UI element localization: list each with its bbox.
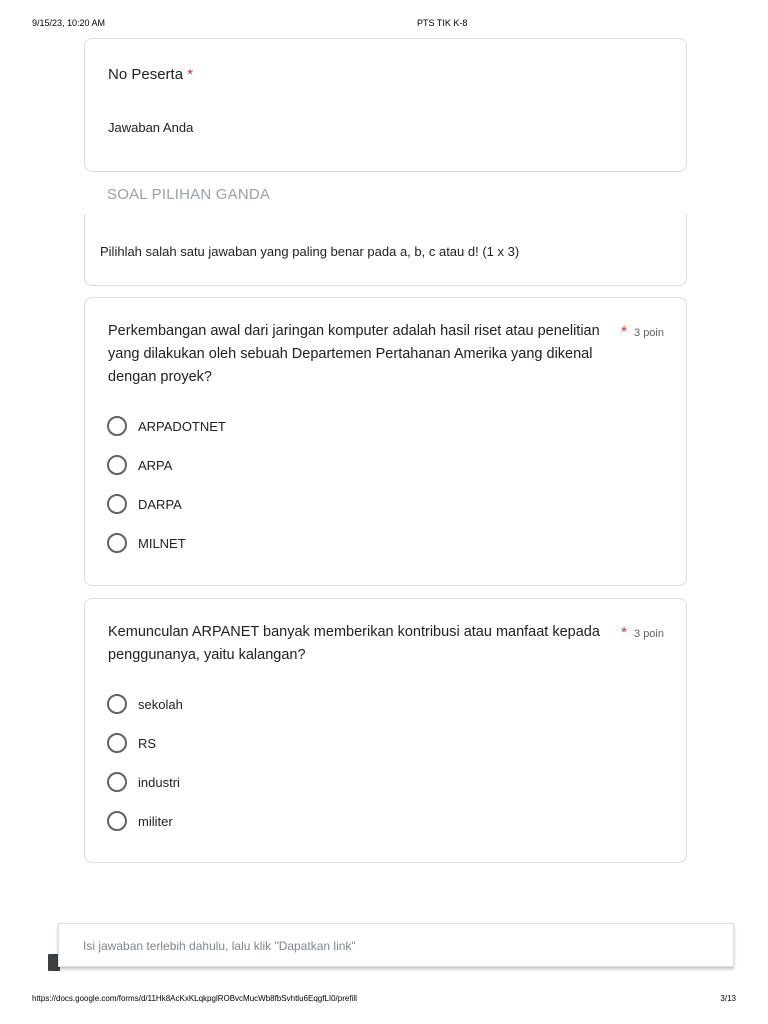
radio-unchecked-icon[interactable] — [107, 772, 127, 792]
question-1-points — [621, 323, 664, 340]
question-1-option-1[interactable] — [107, 415, 226, 437]
instruction-text: Pilihlah salah satu jawaban yang paling benar pada a, b, c atau d! (1 x 3) — [100, 244, 520, 259]
required-star: * — [187, 66, 194, 83]
points-label: 3 poin — [634, 628, 664, 640]
peserta-label: No Peserta — [108, 66, 184, 83]
question-2-points — [621, 624, 664, 641]
required-star: * — [621, 323, 627, 340]
option-label: industri — [138, 774, 180, 790]
required-star: * — [621, 624, 627, 641]
prefill-hint-bar — [58, 923, 734, 967]
radio-unchecked-icon[interactable] — [107, 533, 127, 553]
question-2-option-1[interactable] — [107, 693, 183, 715]
question-1-text: Perkembangan awal dari jaringan komputer adalah hasil riset atau penelitian yang dilakukan oleh sebuah Departemen Pertahanan Amerika yang dikenal dengan proyek? — [108, 323, 600, 385]
question-card-1 — [84, 297, 687, 586]
question-2-text: Kemunculan ARPANET banyak memberikan kontribusi atau manfaat kepada penggunanya, yaitu kalangan? — [108, 624, 600, 663]
print-title: PTS TIK K-8 — [417, 18, 468, 28]
radio-unchecked-icon[interactable] — [107, 455, 127, 475]
print-header — [32, 18, 736, 32]
question-1-option-2[interactable] — [107, 454, 172, 476]
question-card-2 — [84, 598, 687, 863]
peserta-card — [84, 38, 687, 172]
radio-unchecked-icon[interactable] — [107, 811, 127, 831]
instruction-card — [84, 214, 687, 286]
peserta-answer-input[interactable]: Jawaban Anda — [108, 120, 194, 135]
question-2-option-2[interactable] — [107, 732, 156, 754]
radio-unchecked-icon[interactable] — [107, 494, 127, 514]
question-1-option-3[interactable] — [107, 493, 182, 515]
radio-unchecked-icon[interactable] — [107, 416, 127, 436]
print-url: https://docs.google.com/forms/d/11Hk8AcKxKLqkpglROBvcMucWb8fbSvhtlu6EqgfLI0/prefill — [32, 994, 357, 1003]
question-2-option-3[interactable] — [107, 771, 180, 793]
option-label: MILNET — [138, 535, 186, 551]
print-page-number: 3/13 — [720, 994, 736, 1003]
radio-unchecked-icon[interactable] — [107, 733, 127, 753]
option-label: sekolah — [138, 696, 183, 712]
prefill-hint-text: Isi jawaban terlebih dahulu, lalu klik "Dapatkan link" — [83, 939, 356, 953]
points-label: 3 poin — [634, 327, 664, 339]
print-date: 9/15/23, 10:20 AM — [32, 18, 106, 28]
question-2-option-4[interactable] — [107, 810, 173, 832]
option-label: ARPA — [138, 457, 173, 473]
option-label: ARPADOTNET — [138, 418, 226, 434]
radio-unchecked-icon[interactable] — [107, 694, 127, 714]
peserta-question-title — [108, 66, 193, 83]
option-label: RS — [138, 735, 157, 751]
question-1-option-4[interactable] — [107, 532, 186, 554]
option-label: militer — [138, 813, 173, 829]
option-label: DARPA — [138, 496, 182, 512]
section-title: SOAL PILIHAN GANDA — [107, 186, 271, 203]
print-footer — [32, 994, 736, 1008]
